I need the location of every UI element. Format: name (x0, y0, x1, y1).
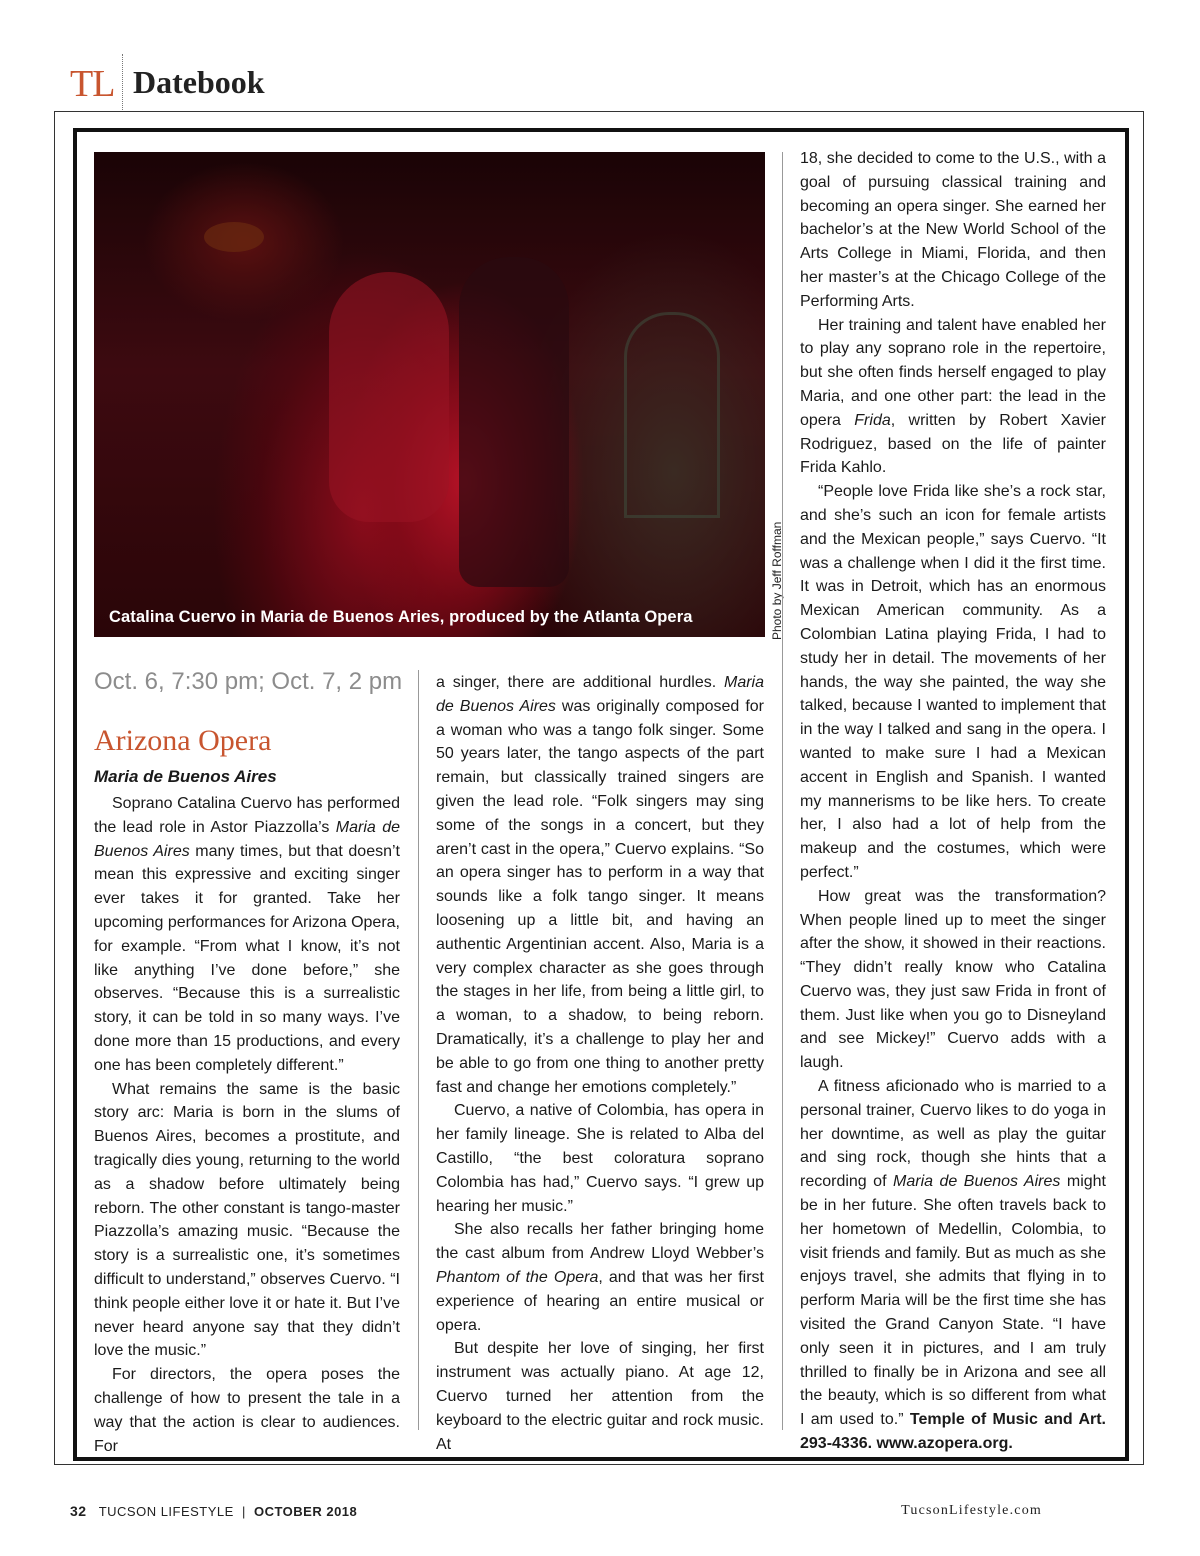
article-paragraph: What remains the same is the basic story arc: Maria is born in the slums of Buenos Aires, becomes a prostitute, and tragically dies young, returning to the world as a shadow before ultimately being reborn. The other constant is tango-master Piazzolla’s amazing music. “Because the story is a surrealistic one, it’s sometimes difficult to understand,” observes Cuervo. “I think people either love it or hate it. But I’ve never heard anyone say that they didn’t love the music.” (94, 1080, 400, 1360)
photo-credit: Photo by Jeff Roffman (770, 521, 784, 640)
article-paragraph: Her training and talent have enabled her to play any soprano role in the repertoire, but she often finds herself engaged to play Maria, and one other part: the lead in the opera Frida, written by Robert Xavier Rodriguez, based on the life of painter Frida Kahlo. (800, 316, 1106, 477)
section-title: Datebook (133, 64, 265, 100)
article-paragraph: She also recalls her father bringing home the cast album from Andrew Lloyd Webber’s Phantom of the Opera, and that was her first experience of hearing an entire musical or opera. (436, 1221, 765, 1334)
chandelier-shape (204, 222, 264, 252)
article-paragraph: But despite her love of singing, her first instrument was actually piano. At age 12, Cuervo turned her attention from the keyboard to the electric guitar and rock music. At (436, 1340, 764, 1453)
event-title: Arizona Opera (94, 724, 272, 757)
header-divider (122, 54, 123, 110)
issue-date: OCTOBER 2018 (253, 1504, 358, 1519)
article-paragraph: For directors, the opera poses the challenge of how to present the tale in a way that the action is clear to audiences. For (94, 1366, 400, 1455)
website-url: TucsonLifestyle.com (901, 1503, 1042, 1518)
partner-figure (459, 257, 569, 587)
article-paragraph: How great was the transformation? When people lined up to meet the singer after the show, it showed in their reactions. “They didn’t really know who Catalina Cuervo was, they just saw Frida in front of them. Just like when you go to Disneyland and see Mickey!” Cuervo adds with a laugh. (800, 887, 1106, 1072)
event-date: Oct. 6, 7:30 pm; Oct. 7, 2 pm (94, 668, 403, 695)
article-column-3 (800, 147, 1106, 1456)
magazine-name: TUCSON LIFESTYLE (98, 1504, 234, 1519)
footer-left (70, 1503, 357, 1519)
article-paragraph: Cuervo, a native of Colombia, has opera in her family lineage. She is related to Alba del Castillo, “the best coloratura soprano Colombia has had,” Cuervo says. “I grew up hearing her music.” (436, 1102, 764, 1215)
article-column-2 (436, 671, 764, 1456)
article-paragraph: Soprano Catalina Cuervo has performed the lead role in Astor Piazzolla’s Maria de Buenos Aires many times, but that doesn’t mean this expressive and exciting singer ever takes it for granted. Take her upcoming performances for Arizona Opera, for example. “From what I know, it’s not like anything I’ve done before,” she observes. “Because this is a surrealistic story, it can be told in so many ways. I’ve done more than 15 productions, and every one has been completely different.” (94, 795, 401, 1074)
photo-caption: Catalina Cuervo in Maria de Buenos Aries, produced by the Atlanta Opera (109, 608, 693, 626)
dancer-figure (329, 272, 449, 522)
event-subtitle: Maria de Buenos Aires (94, 767, 277, 786)
page-number: 32 (70, 1503, 87, 1519)
magazine-logo: TL (70, 63, 115, 105)
column-rule-1 (418, 670, 419, 1430)
article-paragraph: 18, she decided to come to the U.S., with a goal of pursuing classical training and becoming an opera singer. She earned her bachelor’s at the New World School of the Arts College in Miami, Florida, and then her master’s at the Chicago College of the Performing Arts. (800, 150, 1106, 310)
article-paragraph: a singer, there are additional hurdles. Maria de Buenos Aires was originally composed for a woman who was a tango folk singer. Some 50 years later, the tango aspects of the part remain, but classically trained singers are given the lead role. “Folk singers may sing some of the songs in a concert, but they aren’t cast in the opera,” Cuervo explains. “So an opera singer has to perform in a way that sounds like a folk tango singer. It means loosening up a little bit, and having an authentic Argentinian accent. Also, Maria is a very complex character as she goes through the stages in her life, from being a little girl, to a woman, to a shadow, to being reborn. Dramatically, it’s a challenge to play her and be able to go from one thing to another pretty fast and change her emotions completely.” (436, 674, 764, 1096)
article-paragraph: A fitness aficionado who is married to a personal trainer, Cuervo likes to do yoga in her downtime, as well as play the guitar and sing rock, though she hints that a recording of Maria de Buenos Aires might be in her future. She often travels back to her hometown of Medellin, Colombia, to visit friends and family. But as much as she enjoys travel, she admits that flying in to perform Maria will be the first time she has visited the Grand Canyon State. “I have only seen it in pictures, and I am truly thrilled to finally be in Arizona and see all the beauty, which is so different from what I am used to.” Temple of Music and Art. 293-4336. www.azopera.org. (800, 1078, 1106, 1453)
iron-gate-shape (624, 312, 720, 518)
footer-divider: | (241, 1504, 246, 1519)
column-rule-2 (782, 152, 783, 1430)
article-paragraph: “People love Frida like she’s a rock star, and she’s such an icon for female artists and the Mexican people,” says Cuervo. “It was a challenge when I did it the first time. It was in Detroit, which has an enormous Mexican American community. As a Colombian Latina playing Frida, I had to study her in detail. The movements of her hands, the way she painted, the way she talked, because I wanted to implement that in the way I talked and sang in the opera. I wanted to make sure I had a Mexican accent in English and Spanish. I wanted my mannerisms to be like hers. To create her, I also had a lot of help from the makeup and the costumes, which were perfect.” (800, 483, 1106, 881)
article-column-1 (94, 792, 400, 1458)
feature-photo (94, 152, 765, 637)
